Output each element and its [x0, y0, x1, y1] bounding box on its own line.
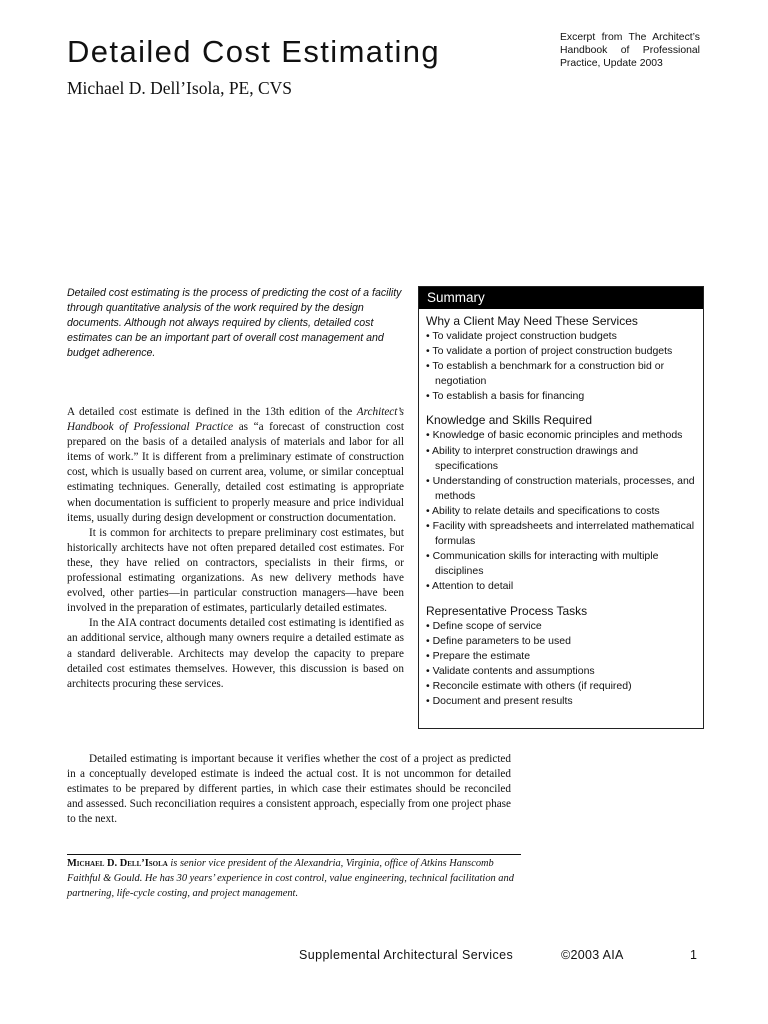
- list-item: • Reconcile estimate with others (if required): [426, 679, 632, 692]
- list-item: • To validate project construction budgets: [426, 330, 617, 342]
- body-paragraph-4: Detailed estimating is important because it verifies whether the cost of a project as predicted in a conceptually developed estimate is indeed the actual cost. It is not uncommon for detailed estimates to be prepared by different parties, in which case their estimates should be reconciled and assessed. Such reconciliation requires a consistent approach, especially from one project phase to the next.: [67, 753, 511, 826]
- list-item: • Document and present results: [426, 694, 573, 707]
- footer-section-name: Supplemental Architectural Services: [299, 948, 514, 962]
- bio-divider: [67, 854, 521, 855]
- abstract: Detailed cost estimating is the process of predicting the cost of a facility through quantitative analysis of the work required by the design documents. Although not always required by clients, detailed cost estimates can be an important part of overall cost management and budget adherence.: [67, 287, 402, 360]
- page-title: Detailed Cost Estimating: [67, 34, 441, 69]
- summary-section-title: Why a Client May Need These Services: [426, 314, 638, 328]
- list-item: • Ability to interpret construction drawings and specifications: [426, 444, 639, 472]
- summary-list: [419, 428, 703, 594]
- list-item: • Define scope of service: [426, 619, 542, 632]
- list-item: • To establish a benchmark for a construction bid or negotiation: [426, 360, 665, 388]
- excerpt-note: Excerpt from The Architect’s Handbook of Professional Practice, Update 2003: [560, 32, 700, 69]
- list-item: • Define parameters to be used: [426, 634, 571, 647]
- list-item: • Facility with spreadsheets and interrelated mathematical formulas: [426, 520, 695, 548]
- body-paragraph-1-end: as “a forecast of construction cost prepared on the basis of a detailed analysis of materials and labor for all items of work.” It is different from a preliminary estimate of construction cost, which is usually based on current area, volume, or similar conceptual estimating techniques. Generally, detailed cost estimating is appropriate when documentation is sufficient to properly measure and price individual items, usually during design development or construction documentation.: [67, 421, 404, 524]
- bio-name: Michael D. Dell’Isola: [67, 858, 168, 869]
- list-item: • Communication skills for interacting with multiple disciplines: [426, 550, 659, 578]
- body-paragraph-2: It is common for architects to prepare preliminary cost estimates, but historically architects have not often prepared detailed cost estimates. For these, they have relied on contractors, specialists in their firms, or professional estimating organizations. As new delivery methods have evolved, other parties—in particular construction managers—have been involved in the preparation of estimates, particularly detailed estimates.: [67, 526, 404, 615]
- summary-section-title: Knowledge and Skills Required: [426, 413, 593, 428]
- bio-text: is senior vice president of the Alexandria, Virginia, office of Atkins Hanscomb Faithful & Gould. He has 30 years’ experience in cost control, value engineering, technical facilitation and partnering, life-cycle costing, and project management.: [67, 858, 514, 899]
- list-item: • To validate a portion of project construction budgets: [426, 345, 673, 358]
- summary-section-title: Representative Process Tasks: [426, 603, 588, 618]
- author-bio: [67, 856, 521, 901]
- body-text: [67, 405, 404, 692]
- footer-copyright: ©2003 AIA: [561, 948, 624, 962]
- body-paragraph-1: [67, 405, 404, 526]
- list-item: • Prepare the estimate: [426, 649, 531, 662]
- list-item: • Knowledge of basic economic principles and methods: [426, 429, 683, 442]
- page-number: 1: [690, 948, 697, 962]
- body-text-wide: [67, 752, 511, 827]
- summary-box: [418, 286, 704, 729]
- summary-header: Summary: [419, 287, 703, 309]
- summary-list: [419, 619, 703, 710]
- list-item: • Understanding of construction materials, processes, and methods: [426, 474, 695, 502]
- list-item: • Ability to relate details and specifications to costs: [426, 504, 660, 517]
- summary-list: [419, 329, 703, 404]
- list-item: • To establish a basis for financing: [426, 390, 585, 403]
- list-item: • Attention to detail: [426, 580, 514, 593]
- body-paragraph-1-start: A detailed cost estimate is defined in the 13th edition of the: [67, 406, 357, 418]
- body-paragraph-3: In the AIA contract documents detailed cost estimating is identified as an additional service, although many owners require a detailed estimate as a standard deliverable. Architects may develop the capacity to prepare detailed cost estimates themselves. However, this discussion is based on architects procuring these services.: [67, 617, 404, 690]
- author-line: Michael D. Dell’Isola, PE, CVS: [67, 78, 293, 98]
- handbook-citation: Architect’s Handbook of Professional Practice: [67, 406, 404, 434]
- list-item: • Validate contents and assumptions: [426, 664, 595, 677]
